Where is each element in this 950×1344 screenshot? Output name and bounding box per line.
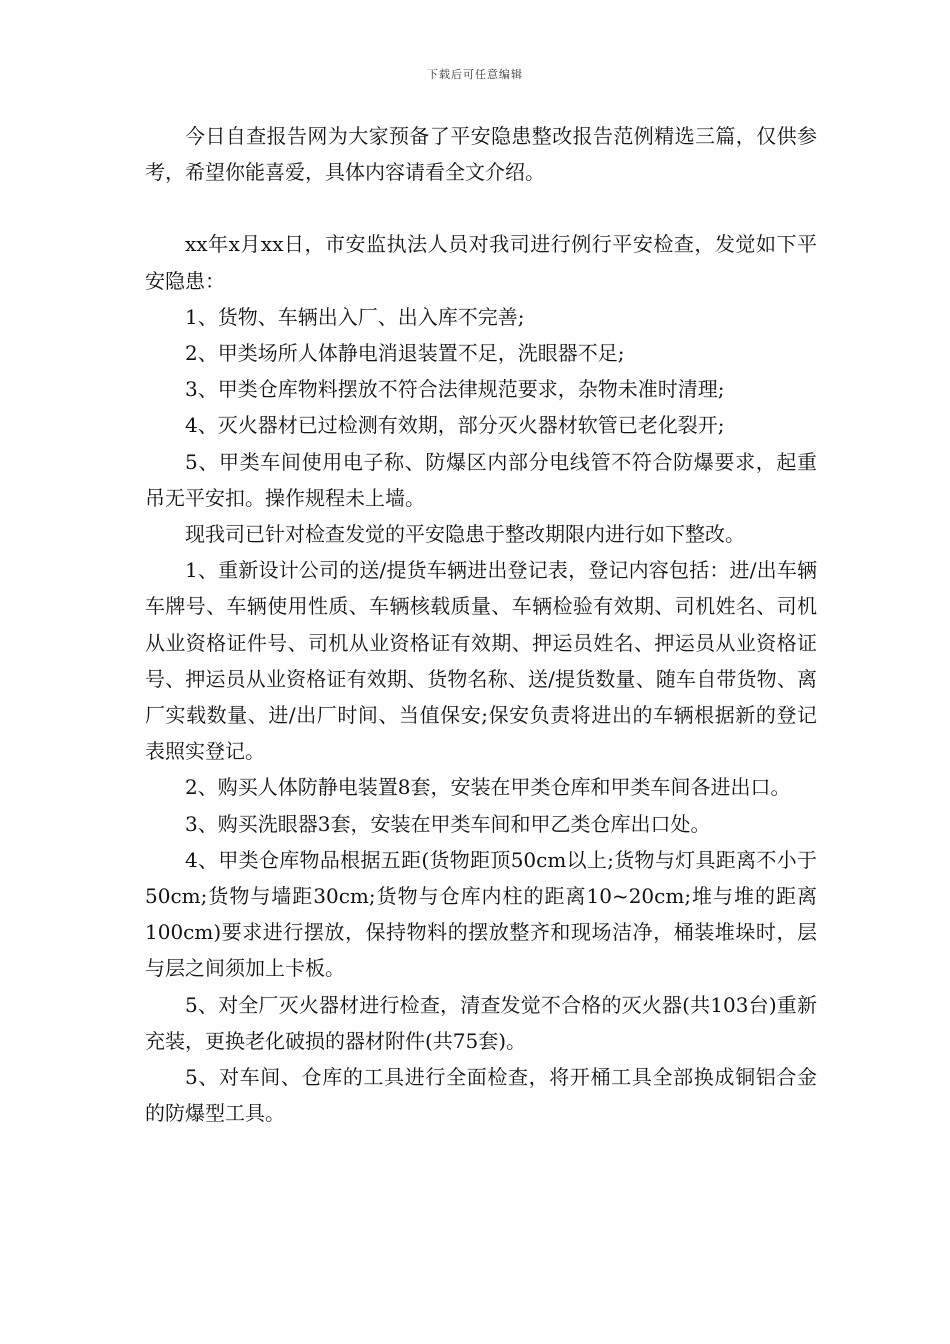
- rectification-item-2: 2、购买人体防静电装置8套，安装在甲类仓库和甲类车间各进出口。: [185, 775, 791, 800]
- document-body: [145, 118, 817, 1131]
- rectification-item-3: 3、购买洗眼器3套，安装在甲类车间和甲乙类仓库出口处。: [185, 811, 711, 836]
- hazard-item-4: 4、灭火器材已过检测有效期，部分灭火器材软管已老化裂开;: [185, 413, 725, 438]
- rectification-item-5a: 5、对全厂灭火器材进行检查，清查发觉不合格的灭火器(共103台)重新充装，更换老化破损的器材附件(共75套)。: [145, 992, 817, 1053]
- page-header-note: 下载后可任意编辑: [427, 68, 523, 81]
- hazard-item-2: 2、甲类场所人体静电消退装置不足，洗眼器不足;: [185, 341, 625, 366]
- intro-paragraph: 今日自查报告网为大家预备了平安隐患整改报告范例精选三篇，仅供参考，希望你能喜爱，具体内容请看全文介绍。: [145, 124, 817, 185]
- hazard-item-3: 3、甲类仓库物料摆放不符合法律规范要求，杂物未准时清理;: [185, 377, 725, 402]
- hazard-item-1: 1、货物、车辆出入厂、出入库不完善;: [185, 304, 525, 329]
- inspection-paragraph: xx年x月xx日，市安监执法人员对我司进行例行平安检查，发觉如下平安隐患：: [145, 232, 817, 293]
- rectification-item-4: 4、甲类仓库物品根据五距(货物距顶50cm以上;货物与灯具距离不小于50cm;货物与墙距30cm;货物与仓库内柱的距离10~20cm;堆与堆的距离100cm)要求进行摆放，保持物料的摆放整齐和现场洁净，桶装堆垛时，层与层之间须加上卡板。: [145, 847, 817, 981]
- rectification-item-5b: 5、对车间、仓库的工具进行全面检查，将开桶工具全部换成铜铝合金的防爆型工具。: [145, 1065, 817, 1126]
- rectification-intro: 现我司已针对检查发觉的平安隐患于整改期限内进行如下整改。: [185, 522, 745, 547]
- hazard-item-5: 5、甲类车间使用电子称、防爆区内部分电线管不符合防爆要求，起重吊无平安扣。操作规程未上墙。: [145, 449, 817, 510]
- rectification-item-1: 1、重新设计公司的送/提货车辆进出登记表，登记内容包括：进/出车辆车牌号、车辆使用性质、车辆核载质量、车辆检验有效期、司机姓名、司机从业资格证件号、司机从业资格证有效期、押运员姓名、押运员从业资格证号、押运员从业资格证有效期、货物名称、送/提货数量、随车自带货物、离厂实载数量、进/出厂时间、当值保安;保安负责将进出的车辆根据新的登记表照实登记。: [145, 558, 817, 764]
